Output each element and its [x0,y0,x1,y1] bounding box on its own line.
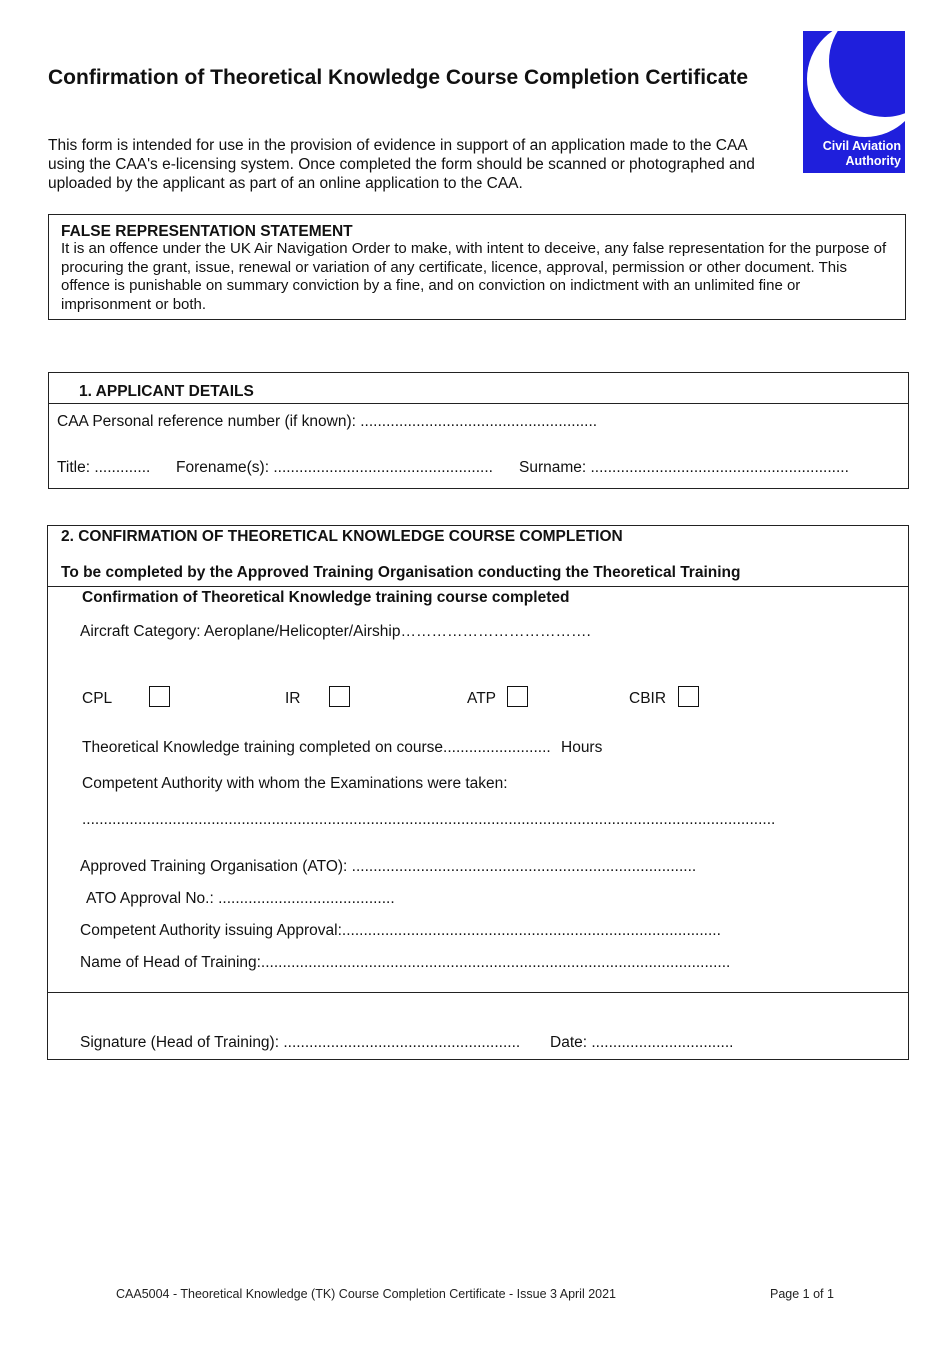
course-completion-heading: 2. CONFIRMATION OF THEORETICAL KNOWLEDGE COURSE COMPLETION [61,528,623,545]
ir-checkbox[interactable] [329,686,350,707]
tk-hours-text: Theoretical Knowledge training completed on course......................... [82,739,555,756]
examination-authority-label: Competent Authority with whom the Examinations were taken: [82,775,508,792]
logo-text [803,139,901,169]
ato-field[interactable]: Approved Training Organisation (ATO): ................................................................................ [80,858,697,875]
cpl-checkbox[interactable] [149,686,170,707]
ato-approval-field[interactable]: ATO Approval No.: ......................................... [86,890,395,907]
tk-hours-field[interactable] [82,739,602,757]
date-field[interactable]: Date: ................................. [550,1034,734,1051]
applicant-details-section [48,372,909,489]
section1-divider [49,403,908,404]
cbir-label: CBIR [629,690,667,707]
ir-label: IR [285,690,301,707]
course-completion-section [47,525,909,1060]
surname-field[interactable]: Surname: ............................................................ [519,459,849,476]
section2-divider-bottom [48,992,908,993]
examination-authority-field[interactable]: ................................................................................................................................................................. [82,811,776,828]
ato-instruction: To be completed by the Approved Training Organisation conducting the Theoretical Training [61,564,741,581]
signature-field[interactable]: Signature (Head of Training): ....................................................... [80,1034,521,1051]
issuing-authority-field[interactable]: Competent Authority issuing Approval:........................................................................................ [80,922,721,939]
cpl-label: CPL [82,690,113,707]
logo-line-2: Authority [845,154,901,168]
section2-divider-top [48,586,908,587]
head-of-training-field[interactable]: Name of Head of Training:............................................................................................................. [80,954,731,971]
forename-field[interactable]: Forename(s): ................................................... [176,459,493,476]
aircraft-category-field[interactable]: Aircraft Category: Aeroplane/Helicopter/Airship………………………………. [80,623,591,640]
title-field[interactable]: Title: ............. [57,459,151,476]
cbir-checkbox[interactable] [678,686,699,707]
atp-checkbox[interactable] [507,686,528,707]
caa-reference-field[interactable]: CAA Personal reference number (if known): ....................................................... [57,413,598,430]
page-number: Page 1 of 1 [770,1287,834,1301]
atp-label: ATP [467,690,496,707]
intro-paragraph: This form is intended for use in the provision of evidence in support of an application made to the CAA using the CAA's e-licensing system. Once completed the form should be scanned or photographed and uploaded by the applicant as part of an online application to the CAA. [48,137,755,192]
page-title: Confirmation of Theoretical Knowledge Course Completion Certificate [48,66,749,89]
form-reference: CAA5004 - Theoretical Knowledge (TK) Course Completion Certificate - Issue 3 April 2021 [116,1287,617,1301]
false-representation-heading: FALSE REPRESENTATION STATEMENT [61,223,353,240]
false-representation-box [48,214,906,320]
course-completed-heading: Confirmation of Theoretical Knowledge training course completed [82,589,570,606]
hours-label: Hours [561,739,603,756]
applicant-details-heading: 1. APPLICANT DETAILS [79,383,254,400]
logo-line-1: Civil Aviation [822,139,901,153]
caa-logo [803,31,905,173]
false-representation-body: It is an offence under the UK Air Navigation Order to make, with intent to deceive, any false representation for the purpose of procuring the grant, issue, renewal or variation of any certificate, licence, approval, permission or other document. This offence is punishable on summary conviction by a fine, and on conviction on indictment with an unlimited fine or imprisonment or both. [61,240,887,313]
